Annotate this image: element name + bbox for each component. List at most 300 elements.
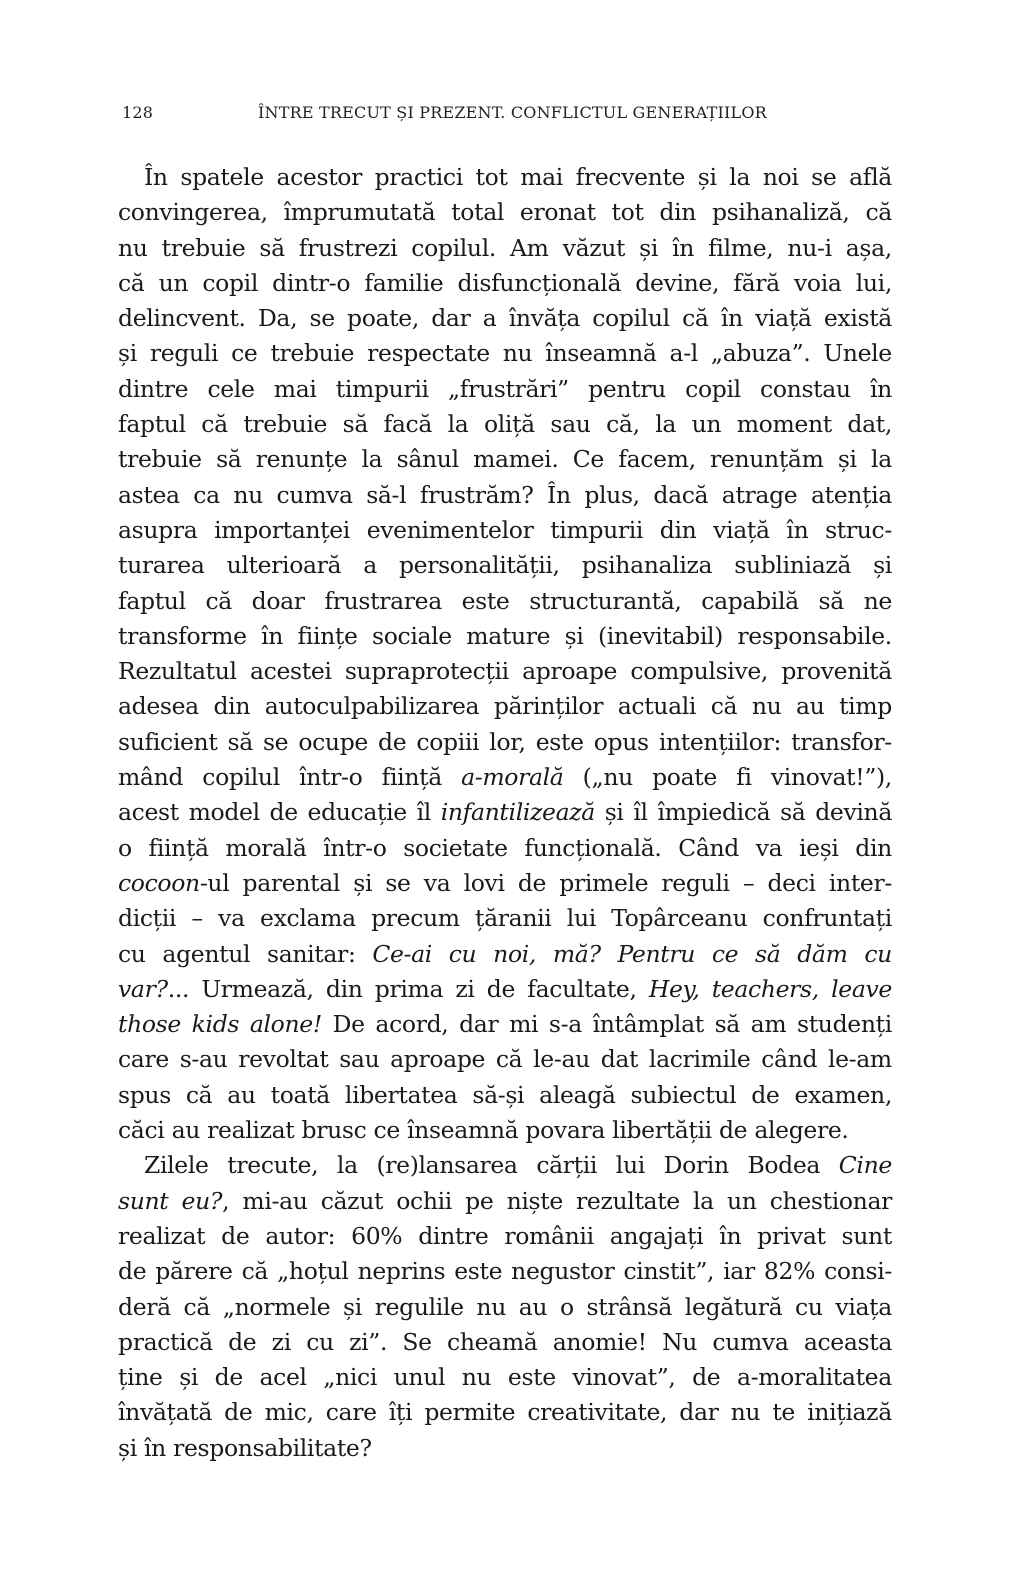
word [260, 1360, 307, 1395]
text: noi [762, 163, 799, 191]
word [118, 1078, 171, 1113]
text: sunt [841, 1221, 892, 1250]
word [553, 937, 601, 972]
text: societate [403, 833, 508, 862]
text: când [761, 1045, 818, 1074]
text: -ul [199, 868, 230, 897]
italic-text: eu? [181, 1186, 223, 1215]
word [487, 972, 515, 1007]
word [351, 1219, 402, 1254]
word [550, 407, 590, 442]
text: dar [459, 1010, 499, 1039]
word [721, 301, 743, 336]
word [565, 619, 584, 654]
word [678, 831, 739, 866]
word [389, 1395, 412, 1430]
word [719, 1219, 741, 1254]
text: că [495, 1045, 523, 1074]
text: convingerea, [118, 198, 268, 227]
word [155, 1254, 232, 1289]
text: mai [273, 374, 317, 403]
word [149, 831, 209, 866]
word [448, 372, 569, 407]
word [385, 866, 410, 901]
text: studenți [797, 1010, 892, 1039]
text-line [118, 689, 892, 724]
word [807, 1395, 892, 1430]
text: trecute, [227, 1151, 319, 1180]
word [624, 1254, 715, 1289]
word [362, 442, 383, 477]
word [464, 866, 505, 901]
text: respectate [367, 339, 490, 368]
text: din [213, 692, 251, 721]
text-line [118, 619, 892, 654]
text-line [118, 1254, 892, 1289]
text: Am [510, 233, 549, 262]
word [298, 725, 368, 760]
text: turarea [118, 551, 205, 580]
word [772, 1395, 795, 1430]
text: dicții [118, 904, 177, 933]
word [256, 442, 347, 477]
word [760, 372, 851, 407]
text: opus [593, 727, 649, 756]
word [417, 795, 431, 830]
text: dat, [847, 410, 892, 439]
word [823, 336, 892, 371]
word [576, 1184, 680, 1219]
text-line [118, 442, 892, 477]
text: va [423, 868, 451, 897]
text-line [118, 548, 892, 583]
text: compulsive, [630, 657, 769, 686]
word [265, 689, 479, 724]
text: reguli [661, 868, 730, 897]
word [272, 266, 350, 301]
word [118, 1254, 146, 1289]
text: și [697, 163, 717, 191]
word [326, 1395, 377, 1430]
word [698, 160, 717, 195]
text: precum [371, 904, 460, 933]
word [594, 725, 649, 760]
text: că [183, 1292, 211, 1321]
text: fi [736, 763, 752, 792]
word [520, 195, 596, 230]
word [855, 831, 892, 866]
text: angajați [609, 1221, 704, 1250]
word [660, 513, 697, 548]
word [712, 972, 819, 1007]
word [743, 866, 754, 901]
text: mând [118, 763, 184, 792]
text-line [118, 1290, 892, 1325]
word [172, 1116, 200, 1144]
word [308, 795, 407, 830]
word [118, 654, 237, 689]
text: regulile [374, 1292, 464, 1321]
text: Da, [257, 304, 298, 333]
word [407, 1116, 518, 1144]
text: personalității, [398, 551, 560, 580]
text: și [179, 1363, 199, 1392]
text: familie [364, 268, 444, 297]
word [507, 1184, 563, 1219]
text: aproape [390, 1045, 486, 1074]
word [639, 231, 658, 266]
word [519, 1290, 547, 1325]
text: educație [307, 798, 407, 827]
text: lovi [463, 868, 505, 897]
word [441, 795, 595, 830]
text: structurantă, [529, 586, 682, 615]
word [799, 831, 839, 866]
italic-text: noi, [493, 939, 537, 968]
word [396, 1184, 452, 1219]
page-number: 128 [122, 103, 154, 122]
text: să [342, 410, 368, 439]
text: ființă [381, 763, 442, 792]
word [402, 1325, 431, 1360]
word [259, 231, 284, 266]
word [529, 584, 681, 619]
word [459, 1007, 498, 1042]
italic-text: cu [864, 939, 892, 968]
text: de [118, 1257, 147, 1286]
word [549, 1007, 582, 1042]
word [520, 160, 563, 195]
word [270, 795, 298, 830]
word [839, 1148, 892, 1183]
text: și [837, 445, 857, 474]
text: un [158, 268, 189, 297]
word [679, 1395, 718, 1430]
text: Bodea [747, 1151, 821, 1180]
word [797, 1007, 892, 1042]
text-line [118, 372, 892, 407]
text: negustor [511, 1257, 615, 1286]
text: nu [476, 1292, 506, 1321]
text: că [201, 410, 228, 439]
word [250, 654, 332, 689]
word [227, 1148, 318, 1183]
word [550, 513, 643, 548]
word [536, 1148, 597, 1183]
word [250, 1007, 322, 1042]
italic-text: ce [711, 939, 739, 968]
text: inițiază [807, 1398, 892, 1427]
text: copilul. [411, 233, 497, 262]
text: viața [835, 1292, 892, 1321]
word [473, 442, 558, 477]
text: „hoțul [277, 1257, 349, 1286]
word [144, 1434, 166, 1462]
text: la [729, 163, 751, 191]
word [547, 478, 571, 513]
text: în [719, 1221, 742, 1250]
text: în [672, 233, 695, 262]
text: se [262, 727, 289, 756]
text: căci [118, 1116, 165, 1145]
word [207, 1116, 294, 1144]
text-line [118, 972, 892, 1007]
text-line [118, 866, 892, 901]
word [754, 1116, 848, 1144]
word [610, 1219, 704, 1254]
word [563, 231, 626, 266]
text: agentul [162, 939, 251, 968]
text: am [750, 1010, 787, 1039]
word [611, 901, 747, 936]
word [652, 760, 717, 795]
word [757, 1219, 825, 1254]
word [366, 478, 406, 513]
word [345, 654, 509, 689]
word [231, 336, 257, 371]
text: iar [723, 1257, 755, 1286]
text: și [343, 1292, 362, 1321]
word [835, 1290, 892, 1325]
text: plus, [584, 480, 640, 509]
word [118, 972, 189, 1007]
word [347, 301, 419, 336]
text: ce [231, 339, 258, 368]
word [221, 1219, 249, 1254]
text: practici [374, 163, 463, 191]
text: legătură [684, 1292, 783, 1321]
text: spatele [180, 163, 264, 191]
text: cele [207, 374, 255, 403]
text: viață [755, 304, 812, 333]
word [664, 1148, 729, 1183]
text: este [535, 727, 584, 756]
word [692, 1360, 720, 1395]
word [118, 301, 246, 336]
word [186, 1078, 212, 1113]
text: un [691, 410, 722, 439]
text: ne [863, 586, 892, 615]
text: s-au [179, 1045, 228, 1074]
text: a [363, 551, 377, 580]
text: realizat [118, 1221, 206, 1250]
word [384, 407, 432, 442]
word [431, 301, 470, 336]
word [118, 689, 199, 724]
word [751, 1078, 779, 1113]
word [274, 372, 317, 407]
word [191, 901, 202, 936]
word [343, 1290, 362, 1325]
word [593, 1007, 704, 1042]
word [215, 1360, 243, 1395]
text: facultate, [527, 974, 637, 1003]
text: trebuie [118, 445, 202, 474]
word [227, 1078, 255, 1113]
italic-text: leave [831, 974, 892, 1003]
text: în [869, 374, 892, 403]
word [118, 442, 202, 477]
word [118, 1325, 213, 1360]
word [343, 407, 368, 442]
text: a [482, 304, 497, 333]
text: de [378, 727, 407, 756]
word [462, 584, 510, 619]
text: dacă [653, 480, 709, 509]
text: nu [233, 480, 263, 509]
text: dintre [418, 1221, 489, 1250]
word [358, 1254, 446, 1289]
word [710, 442, 823, 477]
word [576, 160, 686, 195]
word [252, 584, 305, 619]
text: a-moralitatea [736, 1363, 892, 1392]
text: filme, [708, 233, 774, 262]
word [794, 1078, 892, 1113]
text: privat [757, 1221, 826, 1250]
text-line [118, 1007, 892, 1042]
word [518, 866, 546, 901]
word [510, 231, 549, 266]
word [367, 513, 534, 548]
word [372, 619, 452, 654]
text: psihanaliza [581, 551, 713, 580]
word [411, 231, 496, 266]
word [582, 548, 712, 583]
text: și [118, 1433, 137, 1462]
word [345, 1078, 458, 1113]
word [489, 725, 525, 760]
text: un [727, 1186, 757, 1215]
text: în [720, 304, 743, 333]
text: astea [118, 480, 180, 509]
text: Când [678, 833, 740, 862]
word [511, 1254, 614, 1289]
word [864, 937, 892, 972]
text: întâmplat [592, 1010, 704, 1039]
text: realizat [207, 1116, 295, 1145]
text: dintr-o [272, 268, 351, 297]
text: 60% [351, 1221, 403, 1250]
text-line [118, 513, 892, 548]
text: că [118, 268, 145, 297]
text: lui [566, 904, 596, 933]
word [326, 972, 363, 1007]
text: că [241, 1257, 269, 1286]
word [533, 1042, 590, 1077]
word [524, 831, 661, 866]
word [424, 866, 451, 901]
word [179, 1360, 198, 1395]
text: le-am [827, 1045, 892, 1074]
text: căzut [320, 1186, 384, 1215]
text-line [118, 1325, 892, 1360]
text: trebuie [243, 410, 328, 439]
text: psihanaliză, [711, 198, 850, 227]
word [598, 619, 723, 654]
word [118, 407, 186, 442]
word [297, 619, 357, 654]
text: responsabilitate? [173, 1433, 372, 1462]
word [870, 372, 892, 407]
word [692, 407, 722, 442]
text-line [118, 831, 892, 866]
word [376, 1148, 517, 1183]
word [756, 831, 783, 866]
text: într-o [323, 833, 387, 862]
word [118, 1007, 181, 1042]
word [242, 1184, 307, 1219]
text: ocupe [298, 727, 368, 756]
word [711, 336, 810, 371]
word [213, 689, 250, 724]
text: din [659, 198, 697, 227]
word [649, 1042, 751, 1077]
word [118, 725, 217, 760]
text: delincvent. [118, 304, 246, 333]
word [394, 1360, 446, 1395]
text: moment [736, 410, 832, 439]
word [339, 1042, 379, 1077]
text: înseamnă [407, 1116, 519, 1145]
word [592, 301, 670, 336]
word [202, 266, 258, 301]
text: de [486, 974, 516, 1003]
word [223, 1290, 331, 1325]
word [118, 584, 186, 619]
italic-text: a-morală [461, 763, 564, 792]
text: să-și [472, 1080, 525, 1109]
text: mi-au [242, 1186, 308, 1215]
word [712, 195, 850, 230]
text: să-l [366, 480, 407, 509]
word [462, 1360, 492, 1395]
text: sanitar: [266, 939, 356, 968]
text: nu [502, 339, 533, 368]
text: frustrezi [298, 233, 398, 262]
text: dintre [118, 374, 189, 403]
italic-text: să [755, 939, 781, 968]
text: la [655, 410, 677, 439]
text: facă [383, 410, 433, 439]
word [118, 1395, 212, 1430]
word [871, 442, 892, 477]
text: facem, [618, 445, 696, 474]
text: strânsă [586, 1292, 673, 1321]
word [522, 654, 617, 689]
word [795, 1290, 823, 1325]
word [618, 689, 696, 724]
text: ieși [798, 833, 839, 862]
word [767, 866, 815, 901]
text: total [451, 198, 505, 227]
word [336, 372, 429, 407]
text: timp [839, 692, 892, 721]
text: frustrarea [324, 586, 442, 615]
word [378, 725, 406, 760]
text: cumva [276, 480, 353, 509]
text: Urmează, [201, 974, 314, 1003]
word [752, 689, 782, 724]
text: nu [461, 1363, 492, 1392]
text: inter- [828, 868, 892, 897]
text: de [228, 1327, 257, 1356]
text: este [461, 586, 510, 615]
text: să [259, 233, 285, 262]
text: „normele [222, 1292, 331, 1321]
text-line [118, 584, 892, 619]
word [509, 1007, 538, 1042]
